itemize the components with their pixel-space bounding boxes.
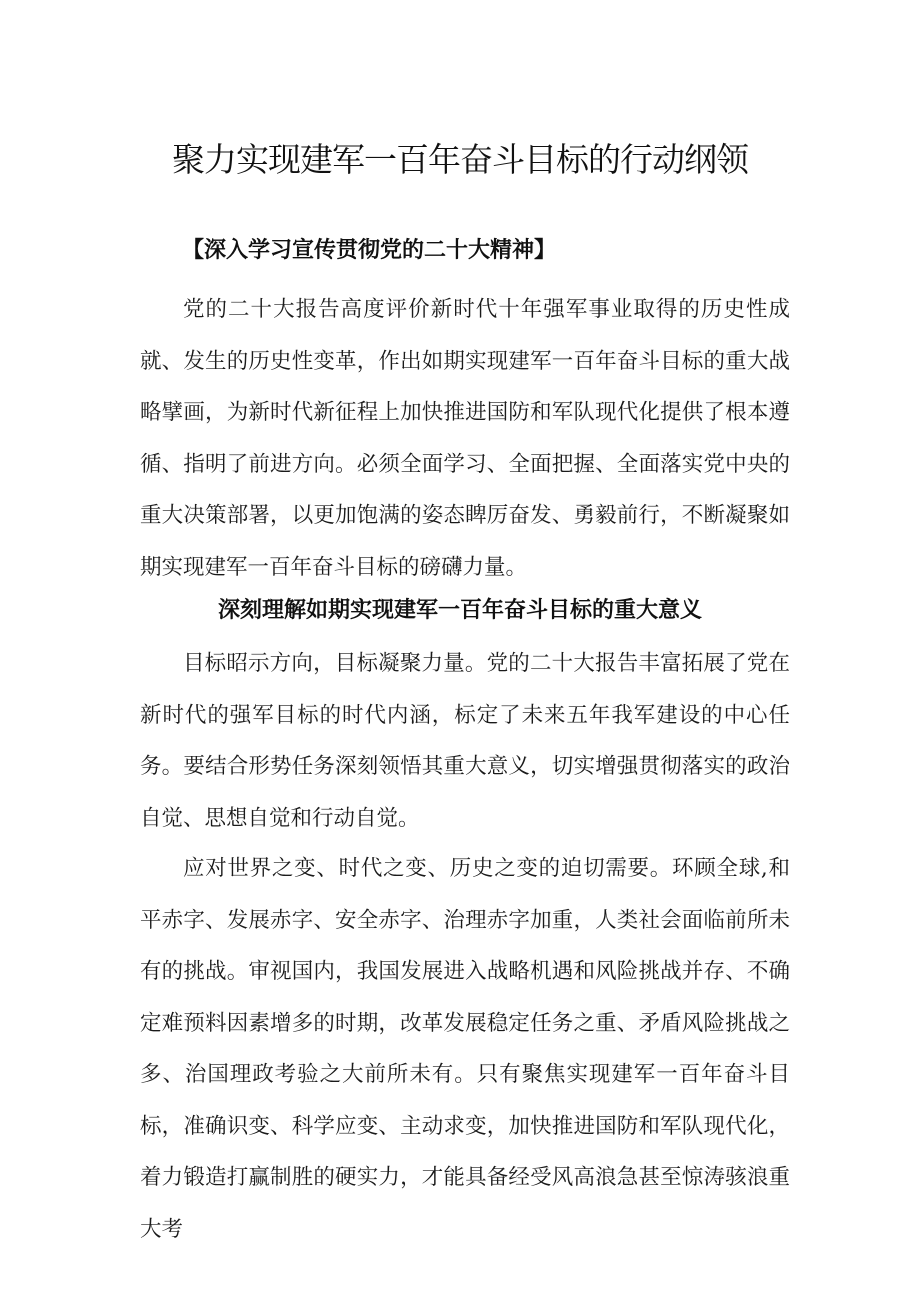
subheading-significance: 深刻理解如期实现建军一百年奋斗目标的重大意义 xyxy=(217,598,702,623)
section-heading: 【深入学习宣传贯彻党的二十大精神】 xyxy=(182,238,557,263)
paragraph-world-changes: 应对世界之变、时代之变、历史之变的迫切需要。环顾全球,和平赤字、发展赤字、安全赤字、治理赤字加重，人类社会面临前所未有的挑战。审视国内，我国发展进入战略机遇和风险挑战并存、不确定难预料因素增多的时期，改革发展稳定任务之重、矛盾风险挑战之多、治国理政考验之大前所未有。只有聚焦实现建军一百年奋斗目标，准确识变、科学应变、主动求变，加快推进国防和军队现代化，着力锻造打赢制胜的硬实力，才能具备经受风高浪急甚至惊涛骇浪重大考 xyxy=(140,856,790,1242)
document-title: 聚力实现建军一百年奋斗目标的行动纲领 xyxy=(172,140,748,179)
paragraph-goal: 目标昭示方向，目标凝聚力量。党的二十大报告丰富拓展了党在新时代的强军目标的时代内涵，标定了未来五年我军建设的中心任务。要结合形势任务深刻领悟其重大意义，切实增强贯彻落实的政治自觉、思想自觉和行动自觉。 xyxy=(140,651,790,831)
paragraph-intro: 党的二十大报告高度评价新时代十年强军事业取得的历史性成就、发生的历史性变革，作出如期实现建军一百年奋斗目标的重大战略擘画，为新时代新征程上加快推进国防和军队现代化提供了根本遵循、指明了前进方向。必须全面学习、全面把握、全面落实党中央的重大决策部署，以更加饱满的姿态睥厉奋发、勇毅前行，不断凝聚如期实现建军一百年奋斗目标的磅礴力量。 xyxy=(140,297,790,580)
